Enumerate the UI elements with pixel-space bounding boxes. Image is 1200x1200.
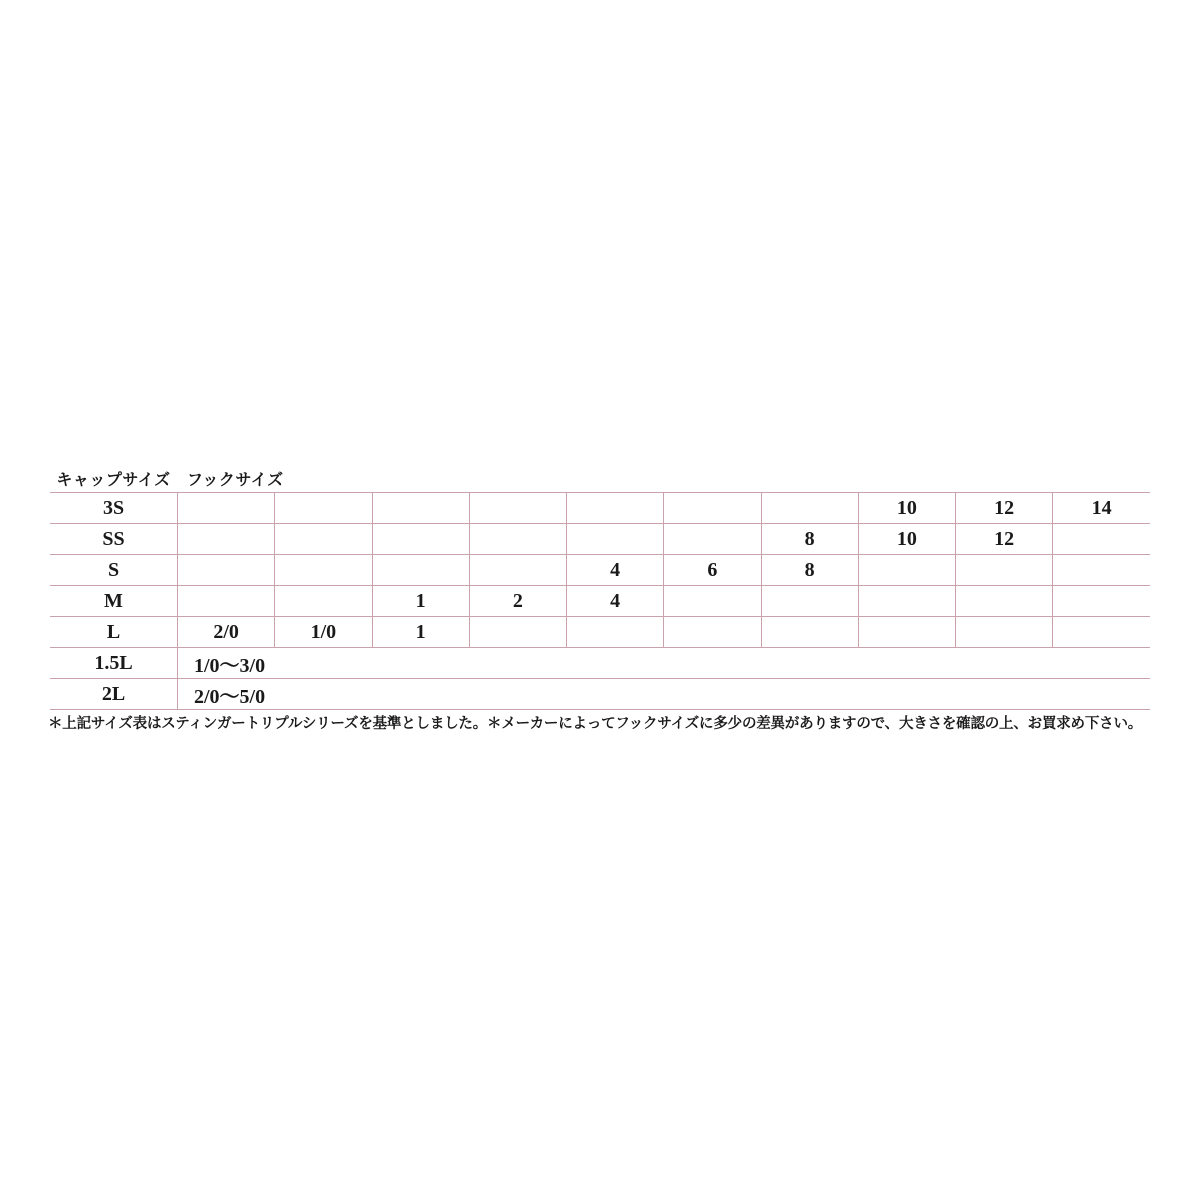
hook-size-cell xyxy=(567,493,664,524)
cap-size-cell: 3S xyxy=(50,493,178,524)
table-row xyxy=(50,679,1150,710)
hook-size-cell: 2/0 xyxy=(178,617,275,648)
hook-size-cell xyxy=(1053,586,1150,617)
hook-size-cell xyxy=(956,586,1053,617)
hook-size-cell xyxy=(372,524,469,555)
hook-size-cell xyxy=(664,617,761,648)
hook-size-table xyxy=(50,492,1150,710)
hook-size-cell xyxy=(664,493,761,524)
cap-size-cell: SS xyxy=(50,524,178,555)
hook-size-cell xyxy=(178,524,275,555)
cap-size-cell: L xyxy=(50,617,178,648)
hook-size-cell xyxy=(469,617,566,648)
hook-size-cell xyxy=(469,524,566,555)
hook-size-cell: 12 xyxy=(956,524,1053,555)
table-row xyxy=(50,555,1150,586)
hook-size-range-cell: 1/0〜3/0 xyxy=(178,648,1151,679)
hook-size-cell: 4 xyxy=(567,586,664,617)
hook-size-cell xyxy=(858,555,955,586)
hook-size-header-label: フックサイズ xyxy=(187,472,284,489)
hook-size-cell xyxy=(761,617,858,648)
hook-size-cell xyxy=(858,617,955,648)
table-row xyxy=(50,493,1150,524)
hook-size-cell xyxy=(178,555,275,586)
hook-size-cell xyxy=(1053,555,1150,586)
hook-size-cell: 10 xyxy=(858,493,955,524)
table-header-row xyxy=(50,466,1150,492)
hook-size-range-cell: 2/0〜5/0 xyxy=(178,679,1151,710)
hook-size-cell xyxy=(761,586,858,617)
hook-size-cell: 14 xyxy=(1053,493,1150,524)
hook-size-cell: 12 xyxy=(956,493,1053,524)
hook-size-cell xyxy=(275,555,372,586)
hook-size-cell: 1/0 xyxy=(275,617,372,648)
table-row xyxy=(50,524,1150,555)
hook-size-cell xyxy=(956,617,1053,648)
hook-size-cell xyxy=(372,555,469,586)
hook-size-cell xyxy=(567,617,664,648)
cap-size-header-label: キャップサイズ xyxy=(56,472,171,489)
hook-size-cell xyxy=(1053,524,1150,555)
cap-size-cell: 2L xyxy=(50,679,178,710)
hook-size-cell xyxy=(664,524,761,555)
hook-size-cell: 2 xyxy=(469,586,566,617)
table-row xyxy=(50,648,1150,679)
hook-size-cell xyxy=(567,524,664,555)
hook-size-cell xyxy=(761,493,858,524)
hook-size-cell xyxy=(858,586,955,617)
hook-size-cell: 1 xyxy=(372,617,469,648)
hook-size-cell xyxy=(1053,617,1150,648)
table-footnote: ＊上記サイズ表はスティンガートリプルシリーズを基準としました。＊メーカーによってフックサイズに多少の差異がありますので、大きさを確認の上、お買求め下さい。 xyxy=(48,716,1143,732)
hook-size-cell: 4 xyxy=(567,555,664,586)
hook-size-cell: 8 xyxy=(761,524,858,555)
hook-size-cell xyxy=(956,555,1053,586)
hook-size-cell xyxy=(469,555,566,586)
hook-size-cell xyxy=(469,493,566,524)
hook-size-cell xyxy=(178,493,275,524)
hook-size-cell xyxy=(275,524,372,555)
hook-size-cell: 6 xyxy=(664,555,761,586)
hook-size-cell xyxy=(275,586,372,617)
hook-size-cell xyxy=(664,586,761,617)
hook-size-cell: 8 xyxy=(761,555,858,586)
hook-size-cell: 10 xyxy=(858,524,955,555)
hook-size-cell xyxy=(275,493,372,524)
cap-size-cell: M xyxy=(50,586,178,617)
hook-size-cell: 1 xyxy=(372,586,469,617)
size-table-container xyxy=(50,466,1150,710)
table-row xyxy=(50,586,1150,617)
hook-size-cell xyxy=(372,493,469,524)
hook-size-cell xyxy=(178,586,275,617)
cap-size-cell: S xyxy=(50,555,178,586)
cap-size-cell: 1.5L xyxy=(50,648,178,679)
table-row xyxy=(50,617,1150,648)
